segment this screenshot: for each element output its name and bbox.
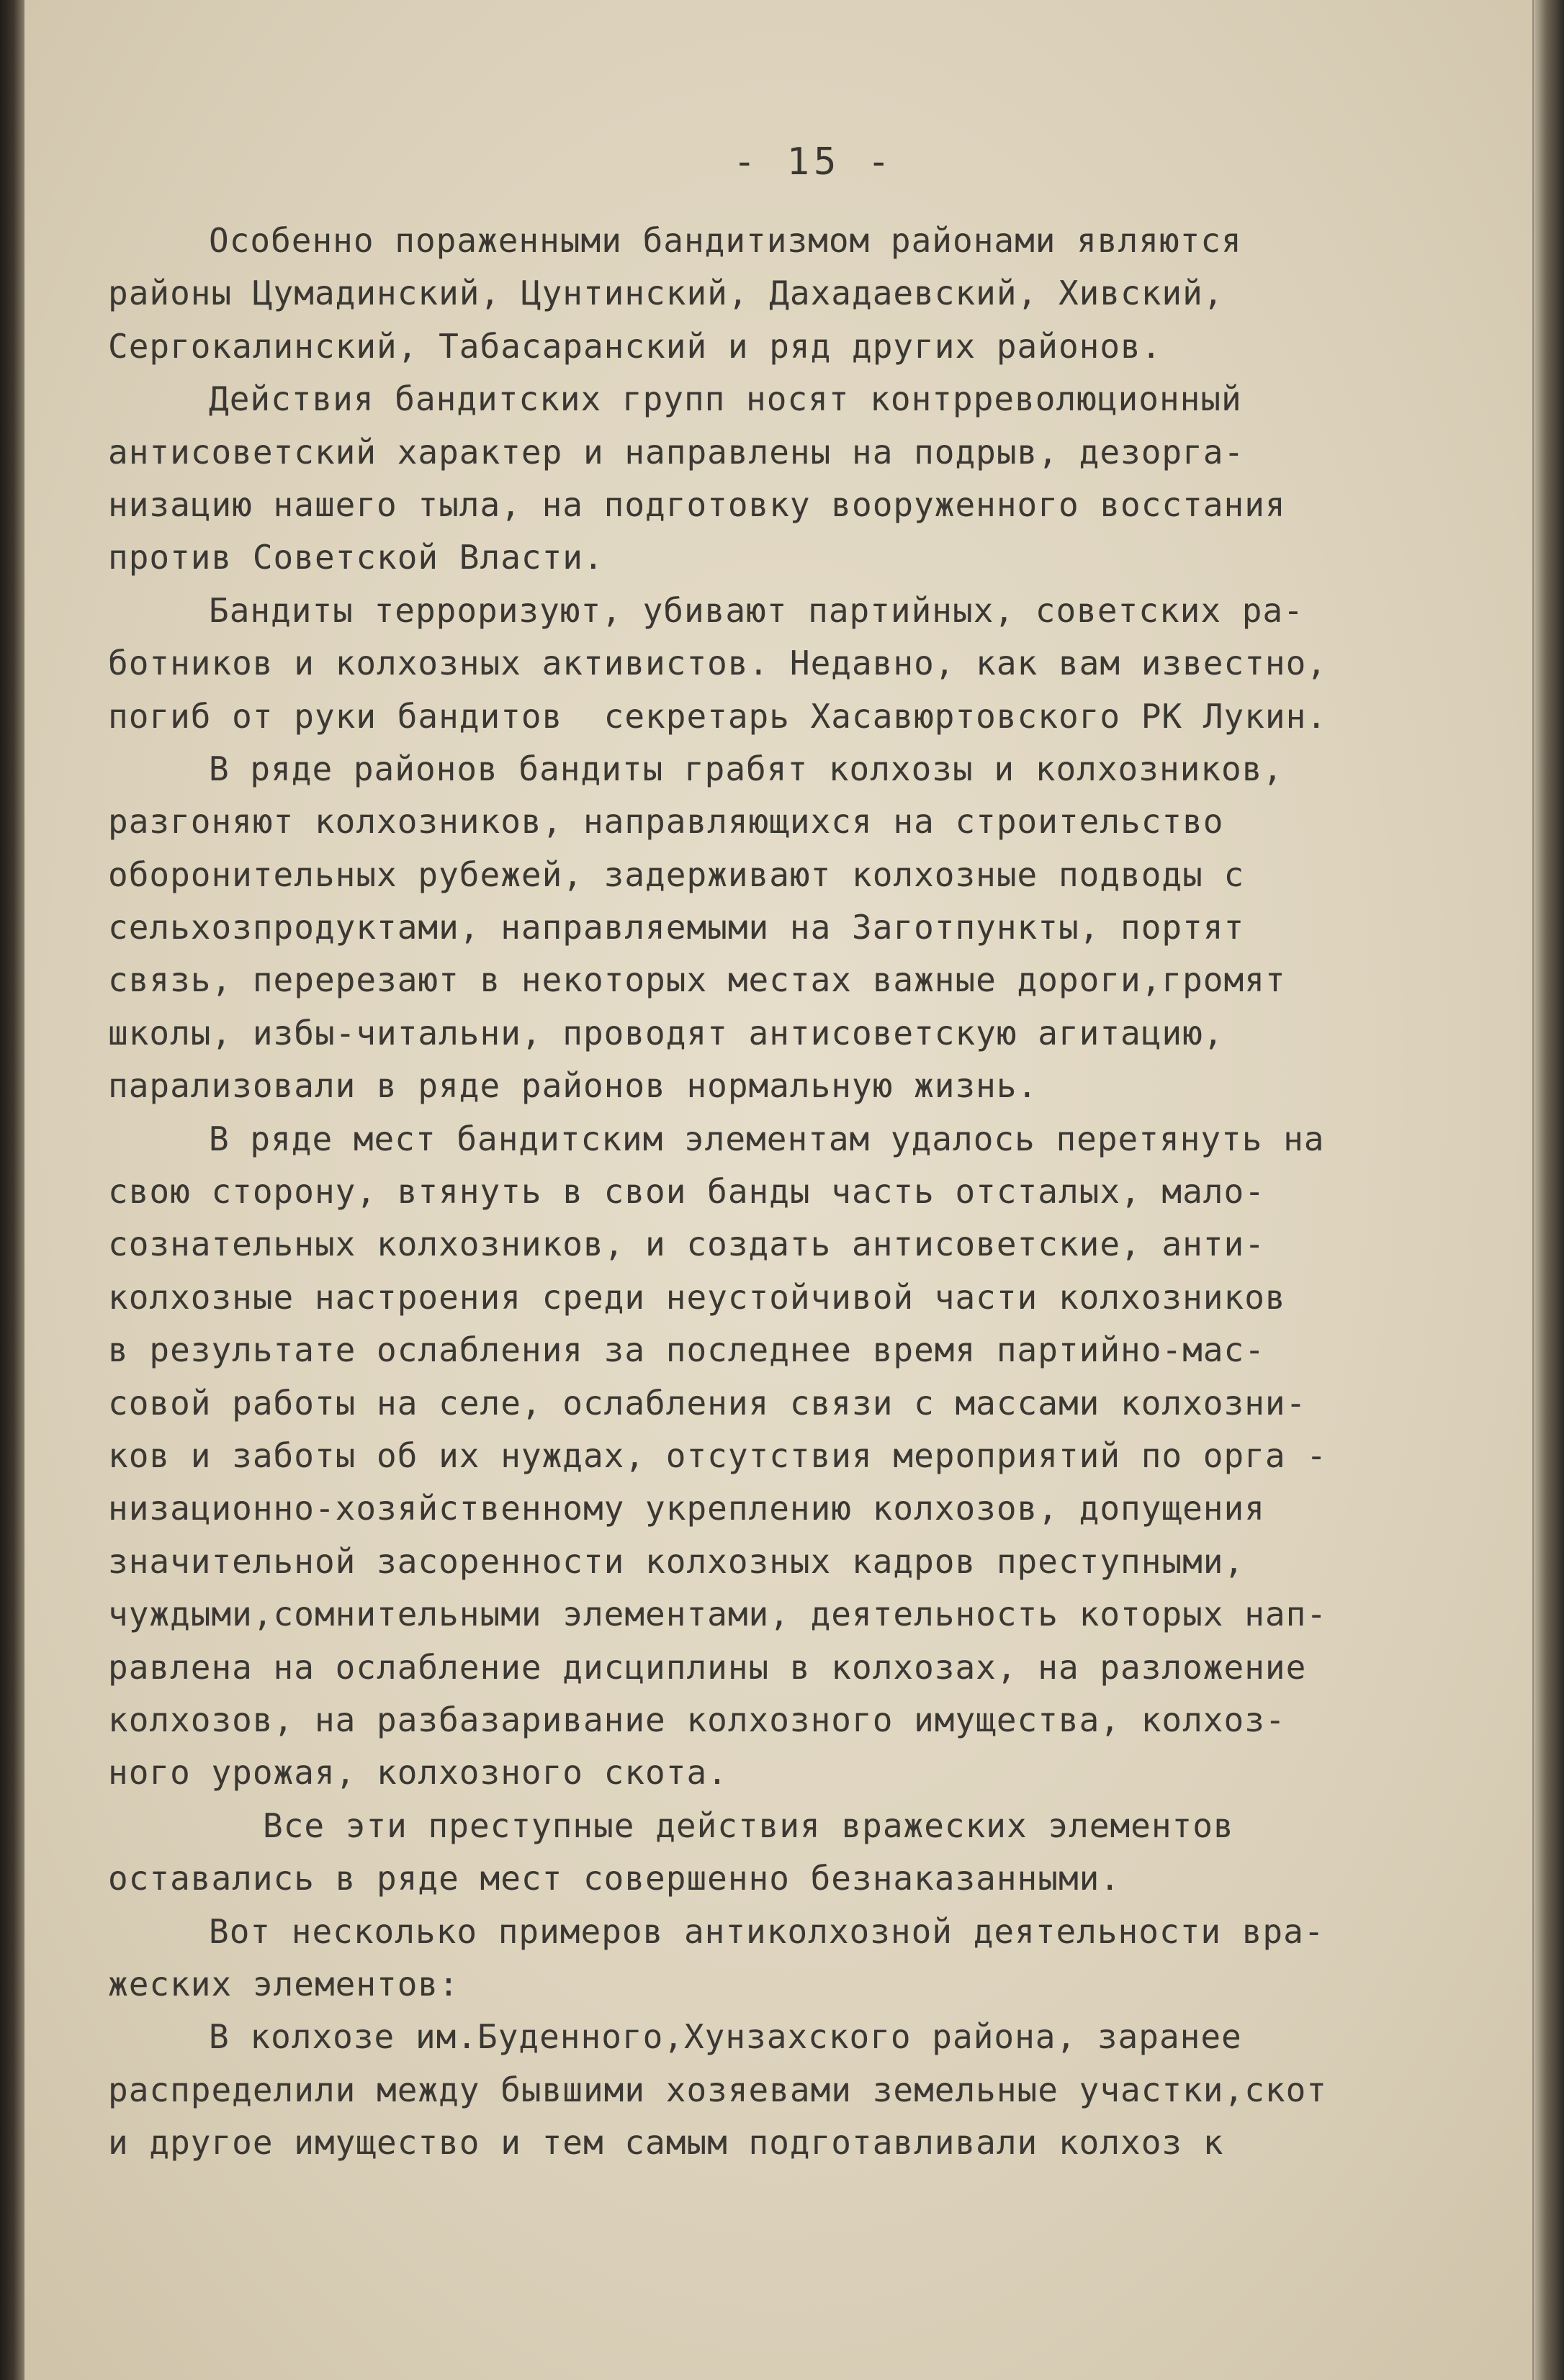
text-line: распределили между бывшими хозяевами земельные участки,скот — [108, 2070, 1327, 2109]
text-line: Сергокалинский, Табасаранский и ряд других районов. — [108, 326, 1162, 366]
text-line: сознательных колхозников, и создать антисоветские, анти- — [108, 1225, 1265, 1264]
page-right-edge — [1532, 0, 1564, 2380]
text-line: связь, перерезают в некоторых местах важные дороги,громят — [108, 960, 1286, 1000]
text-line: низацию нашего тыла, на подготовку вооруженного восстания — [108, 484, 1286, 524]
text-line: ного урожая, колхозного скота. — [108, 1753, 728, 1793]
text-line: разгоняют колхозников, направляющихся на строительство — [108, 802, 1224, 842]
page-number: - 15 - — [733, 140, 894, 184]
page-binding-shadow — [0, 0, 24, 2380]
text-line: в результате ослабления за последнее время партийно-мас- — [108, 1330, 1265, 1370]
text-line: колхозов, на разбазаривание колхозного имущества, колхоз- — [108, 1700, 1286, 1739]
text-line: Действия бандитских групп носят контрреволюционный — [209, 379, 1242, 419]
text-line: равлена на ослабление дисциплины в колхозах, на разложение — [108, 1647, 1307, 1687]
text-line: ботников и колхозных активистов. Недавно, как вам известно, — [108, 644, 1327, 683]
text-line: парализовали в ряде районов нормальную жизнь. — [108, 1066, 1038, 1106]
text-line: Вот несколько примеров антиколхозной деятельности вра- — [209, 1911, 1325, 1951]
text-line: В ряде районов бандиты грабят колхозы и колхозников, — [209, 749, 1284, 788]
text-line: районы Цумадинский, Цунтинский, Дахадаевский, Хивский, — [108, 274, 1224, 313]
page-fold-line — [1532, 0, 1534, 2380]
text-line: низационно-хозяйственному укреплению колхозов, допущения — [108, 1489, 1265, 1528]
text-line: и другое имущество и тем самым подготавливали колхоз к — [108, 2123, 1224, 2163]
text-line: значительной засоренности колхозных кадров преступными, — [108, 1541, 1245, 1581]
text-body — [108, 215, 1519, 2169]
text-line: Бандиты терроризуют, убивают партийных, советских ра- — [209, 590, 1304, 630]
text-line: антисоветский характер и направлены на подрыв, дезорга- — [108, 432, 1245, 472]
text-line: чуждыми,сомнительными элементами, деятельность которых нап- — [108, 1595, 1327, 1634]
text-line: оборонительных рубежей, задерживают колхозные подводы с — [108, 855, 1245, 894]
text-line: совой работы на селе, ослабления связи с массами колхозни- — [108, 1383, 1307, 1423]
text-line: Все эти преступные действия вражеских элементов — [263, 1806, 1234, 1845]
text-line: оставались в ряде мест совершенно безнаказанными. — [108, 1859, 1121, 1898]
text-line: школы, избы-читальни, проводят антисоветскую агитацию, — [108, 1013, 1224, 1052]
text-line: погиб от руки бандитов секретарь Хасавюртовского РК Лукин. — [108, 696, 1327, 736]
text-line: В колхозе им.Буденного,Хунзахского района, заранее — [209, 2017, 1242, 2057]
text-line: В ряде мест бандитским элементам удалось перетянуть на — [209, 1119, 1325, 1158]
text-line: против Советской Власти. — [108, 538, 604, 577]
text-line: колхозные настроения среди неустойчивой части колхозников — [108, 1277, 1286, 1317]
text-line: ков и заботы об их нуждах, отсутствия мероприятий по орга - — [108, 1435, 1327, 1475]
text-line: сельхозпродуктами, направляемыми на Заготпункты, портят — [108, 908, 1245, 947]
text-line: жеских элементов: — [108, 1964, 459, 2003]
text-line: Особенно пораженными бандитизмом районами являются — [209, 221, 1242, 260]
text-line: свою сторону, втянуть в свои банды часть отсталых, мало- — [108, 1172, 1265, 1212]
